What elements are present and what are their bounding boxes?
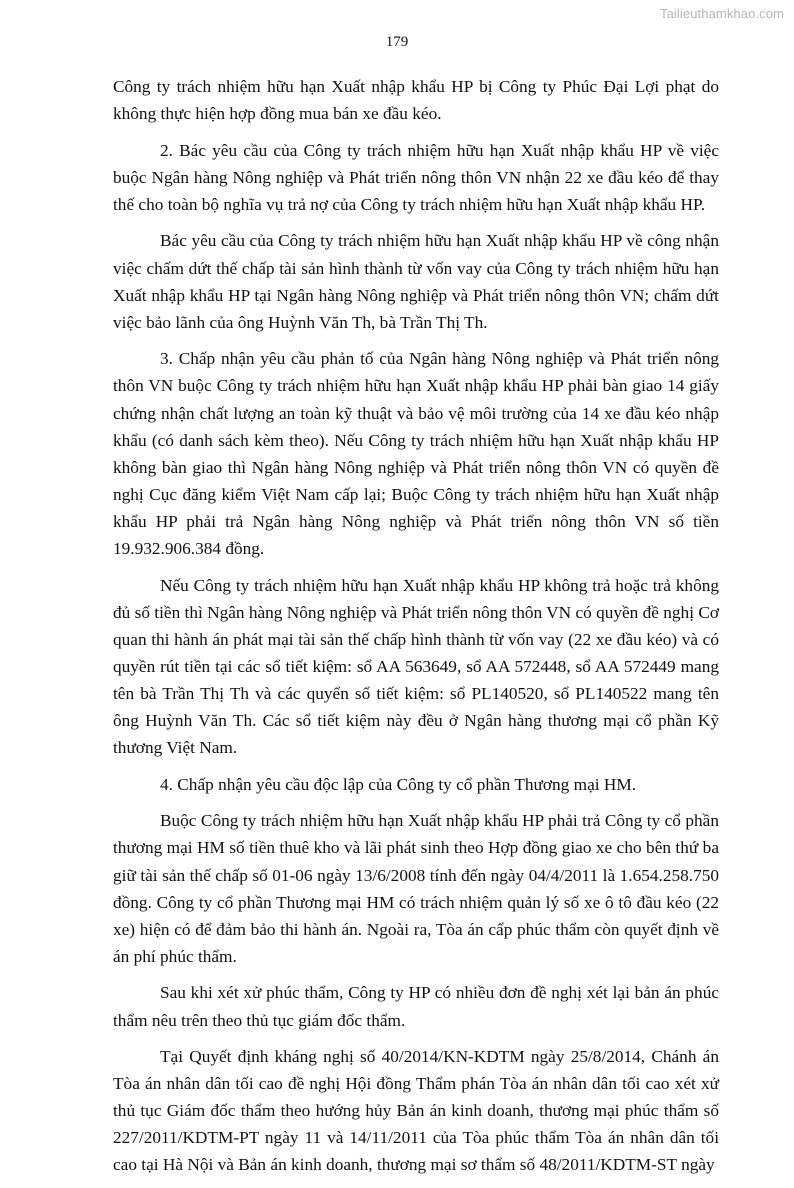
paragraph: 4. Chấp nhận yêu cầu độc lập của Công ty cổ phần Thương mại HM. [160, 774, 637, 794]
paragraph: 3. Chấp nhận yêu cầu phản tố của Ngân hàng Nông nghiệp và Phát triển nông thôn VN buộc Công ty trách nhiệm hữu hạn Xuất nhập khẩu HP phải bàn giao 14 giấy chứng nhận chất lượng an toàn kỹ thuật và bảo vệ môi trường của 14 xe đầu kéo nhập khẩu (có danh sách kèm theo). Nếu Công ty trách nhiệm hữu hạn Xuất nhập khẩu HP không bàn giao thì Ngân hàng Nông nghiệp và Phát triển nông thôn VN có quyền đề nghị Cục đăng kiểm Việt Nam cấp lại; Buộc Công ty trách nhiệm hữu hạn Xuất nhập khẩu HP phải trả Ngân hàng Nông nghiệp và Phát triển nông thôn VN số tiền 19.932.906.384 đồng. [113, 349, 719, 558]
paragraph: Buộc Công ty trách nhiệm hữu hạn Xuất nhập khẩu HP phải trả Công ty cổ phần thương mại HM số tiền thuê kho và lãi phát sinh theo Hợp đồng giao xe cho bên thứ ba giữ tài sản thế chấp số 01-06 ngày 13/6/2008 tính đến ngày 04/4/2011 là 1.654.258.750 đồng. Công ty cổ phần Thương mại HM có trách nhiệm quản lý số xe ô tô đầu kéo (22 xe) hiện có để đảm bảo thi hành án. Ngoài ra, Tòa án cấp phúc thẩm còn quyết định về án phí phúc thẩm. [113, 811, 719, 966]
watermark: Tailieuthamkhao.com [659, 6, 784, 21]
page-number: 179 [385, 34, 409, 50]
paragraph: Công ty trách nhiệm hữu hạn Xuất nhập khẩu HP bị Công ty Phúc Đại Lợi phạt do không thực hiện hợp đồng mua bán xe đầu kéo. [113, 77, 719, 124]
paragraph: Nếu Công ty trách nhiệm hữu hạn Xuất nhập khẩu HP không trả hoặc trả không đủ số tiền thì Ngân hàng Nông nghiệp và Phát triển nông thôn VN có quyền đề nghị Cơ quan thi hành án phát mại tài sản thế chấp hình thành từ vốn vay (22 xe đầu kéo) và có quyền rút tiền tại các sổ tiết kiệm: sổ AA 563649, sổ AA 572448, sổ AA 572449 mang tên bà Trần Thị Th và các quyển sổ tiết kiệm: sổ PL140520, sổ PL140522 mang tên ông Huỳnh Văn Th. Các sổ tiết kiệm này đều ở Ngân hàng thương mại cổ phần Kỹ thương Việt Nam. [113, 575, 719, 758]
paragraph: Sau khi xét xử phúc thẩm, Công ty HP có nhiều đơn đề nghị xét lại bản án phúc thẩm nêu trên theo thủ tục giám đốc thẩm. [113, 983, 719, 1030]
paragraph: Tại Quyết định kháng nghị số 40/2014/KN-KDTM ngày 25/8/2014, Chánh án Tòa án nhân dân tối cao đề nghị Hội đồng Thẩm phán Tòa án nhân dân tối cao xét xử thủ tục Giám đốc thẩm theo hướng hủy Bản án kinh doanh, thương mại phúc thẩm số 227/2011/KDTM-PT ngày 11 và 14/11/2011 của Tòa phúc thẩm Tòa án nhân dân tối cao tại Hà Nội và Bản án kinh doanh, thương mại sơ thẩm số 48/2011/KDTM-ST ngày [113, 1047, 719, 1175]
document-body [113, 73, 719, 1188]
paragraph: Bác yêu cầu của Công ty trách nhiệm hữu hạn Xuất nhập khẩu HP về công nhận việc chấm dứt thế chấp tài sản hình thành từ vốn vay của Công ty trách nhiệm hữu hạn Xuất nhập khẩu HP tại Ngân hàng Nông nghiệp và Phát triển nông thôn VN; chấm dứt việc bảo lãnh của ông Huỳnh Văn Th, bà Trần Thị Th. [113, 231, 719, 332]
paragraph: 2. Bác yêu cầu của Công ty trách nhiệm hữu hạn Xuất nhập khẩu HP về việc buộc Ngân hàng Nông nghiệp và Phát triển nông thôn VN nhận 22 xe đầu kéo để thay thế cho toàn bộ nghĩa vụ trả nợ của Công ty trách nhiệm hữu hạn Xuất nhập khẩu HP. [113, 140, 719, 214]
